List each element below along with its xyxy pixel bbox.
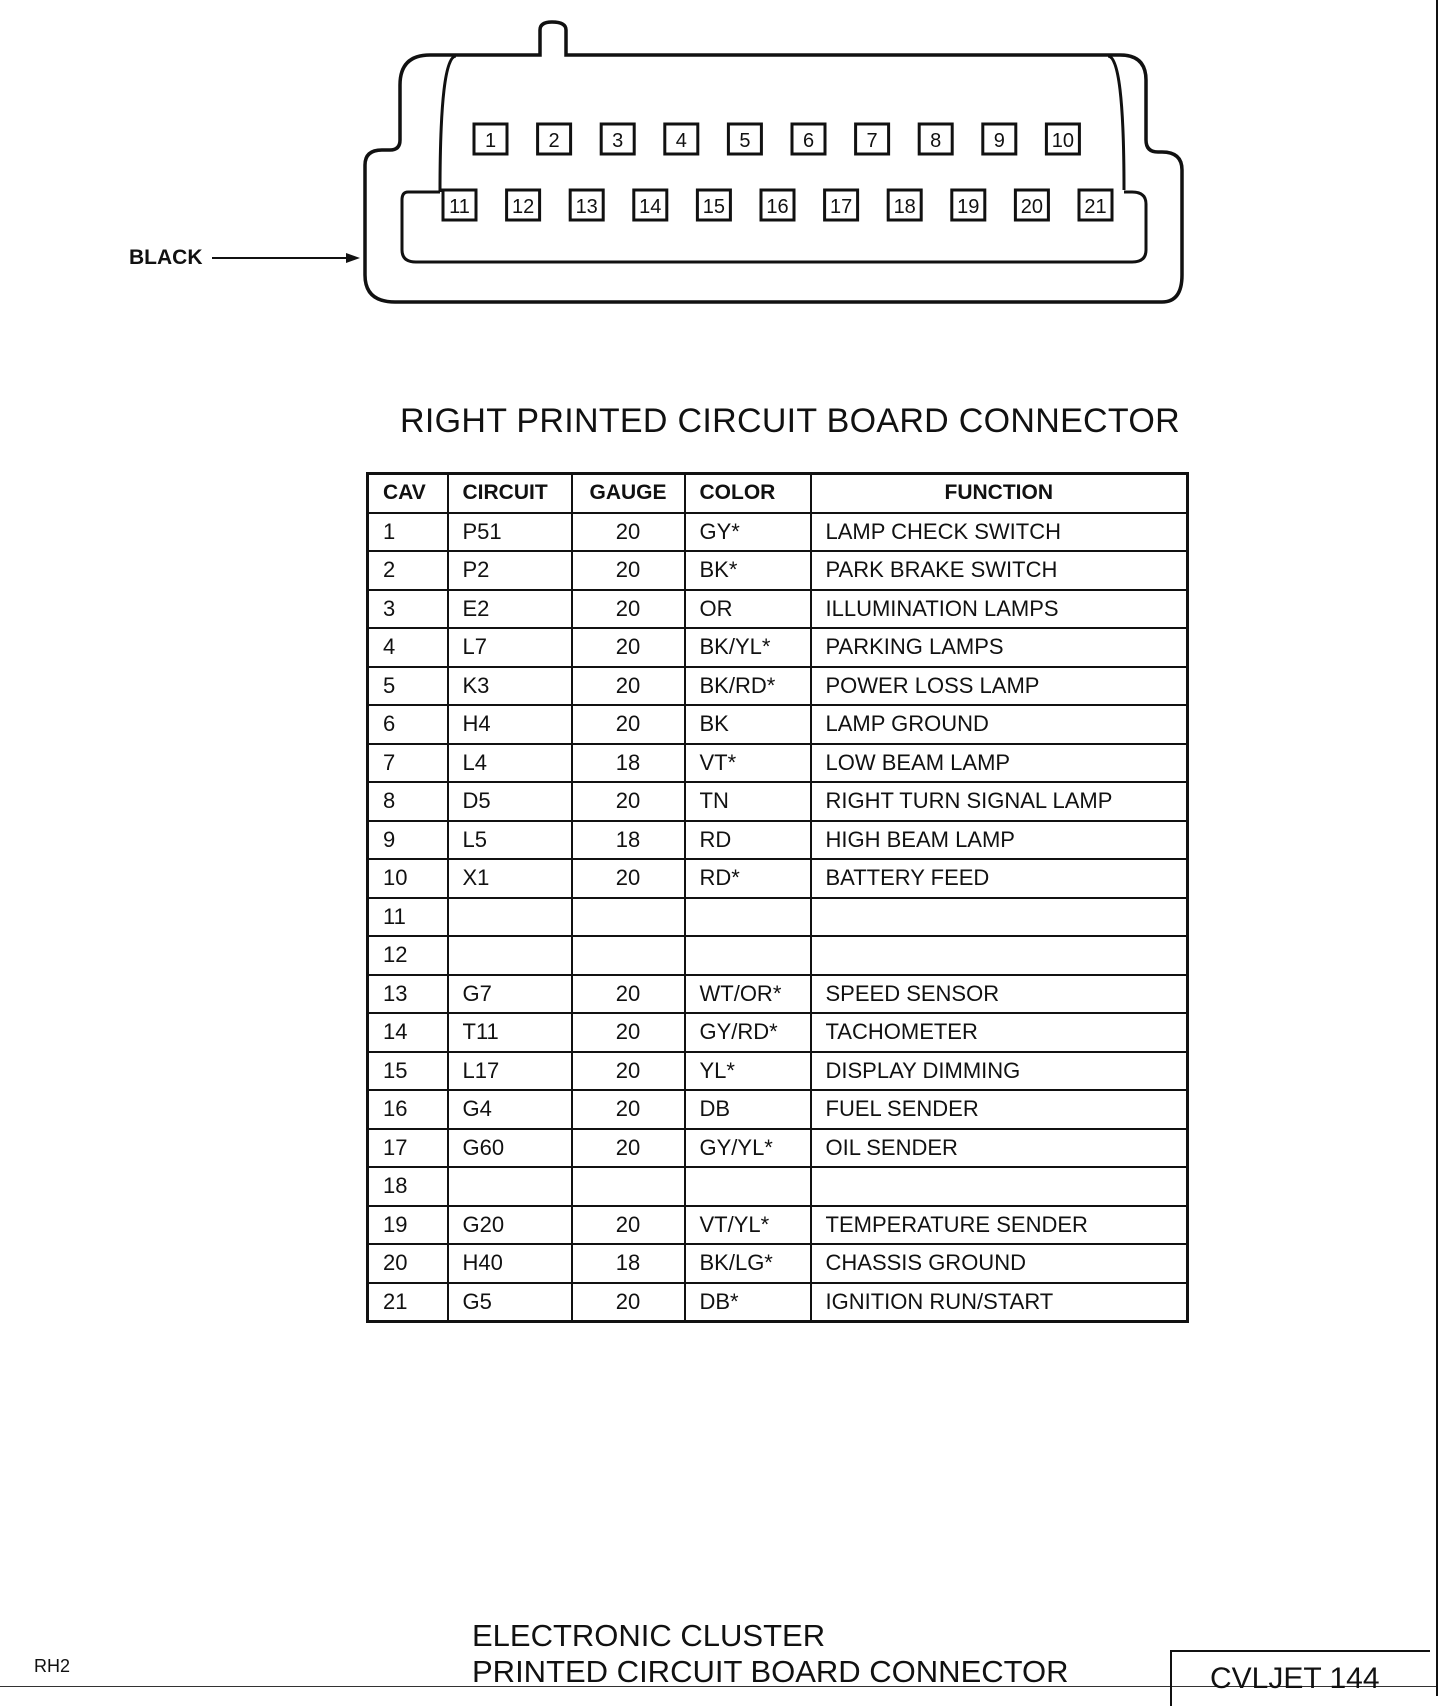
cell-function: POWER LOSS LAMP: [811, 667, 1188, 706]
table-row: [368, 628, 1188, 667]
pin-row-bottom: [443, 190, 1112, 220]
pin-number: 9: [993, 130, 1005, 152]
table-row: [368, 821, 1188, 860]
cell-circuit: [448, 898, 572, 937]
cell-cav: 1: [368, 513, 448, 552]
cell-color: RD*: [685, 859, 811, 898]
pin-number: 1: [484, 130, 497, 152]
connector-inner-contour: [402, 56, 1146, 262]
cell-gauge: 20: [572, 1090, 685, 1129]
pin-number: 10: [1051, 130, 1075, 152]
cell-color: BK/YL*: [685, 628, 811, 667]
cell-circuit: L5: [448, 821, 572, 860]
cell-circuit: E2: [448, 590, 572, 629]
diagram-title: RIGHT PRINTED CIRCUIT BOARD CONNECTOR: [400, 402, 1180, 440]
pin-number: 11: [449, 196, 470, 218]
cell-color: BK: [685, 705, 811, 744]
table-row: [368, 1129, 1188, 1168]
pin-number: 21: [1084, 196, 1107, 218]
cell-gauge: 18: [572, 744, 685, 783]
table-row: [368, 705, 1188, 744]
table-row: [368, 1206, 1188, 1245]
footer-title: [472, 1618, 1069, 1690]
cell-gauge: 20: [572, 1013, 685, 1052]
cell-function: BATTERY FEED: [811, 859, 1188, 898]
cell-circuit: G60: [448, 1129, 572, 1168]
pin-number: 3: [612, 130, 624, 152]
cell-gauge: 18: [572, 821, 685, 860]
pin-number: 19: [957, 196, 980, 218]
cell-gauge: 20: [572, 667, 685, 706]
connector-outer-housing: [365, 22, 1182, 302]
cell-gauge: 20: [572, 1052, 685, 1091]
pin-number: 20: [1020, 196, 1044, 218]
table-row: [368, 782, 1188, 821]
cell-gauge: 20: [572, 859, 685, 898]
cell-function: FUEL SENDER: [811, 1090, 1188, 1129]
pin-number: 8: [930, 130, 942, 152]
cell-circuit: [448, 1167, 572, 1206]
cell-function: TACHOMETER: [811, 1013, 1188, 1052]
cell-function: OIL SENDER: [811, 1129, 1188, 1168]
cell-color: BK*: [685, 551, 811, 590]
table-row: [368, 1052, 1188, 1091]
cell-function: LAMP CHECK SWITCH: [811, 513, 1188, 552]
cell-function: SPEED SENSOR: [811, 975, 1188, 1014]
cell-circuit: G7: [448, 975, 572, 1014]
cell-gauge: 20: [572, 551, 685, 590]
cell-circuit: [448, 936, 572, 975]
footer-title-line2: PRINTED CIRCUIT BOARD CONNECTOR: [472, 1654, 1069, 1689]
cell-cav: 14: [368, 1013, 448, 1052]
pin-row-top: [474, 124, 1079, 154]
cell-color: BK/RD*: [685, 667, 811, 706]
cell-circuit: X1: [448, 859, 572, 898]
table-row: [368, 936, 1188, 975]
cell-circuit: K3: [448, 667, 572, 706]
table-row: [368, 590, 1188, 629]
cell-color: GY/YL*: [685, 1129, 811, 1168]
cell-function: [811, 936, 1188, 975]
cell-color: GY*: [685, 513, 811, 552]
cell-circuit: P51: [448, 513, 572, 552]
footer-title-line1: ELECTRONIC CLUSTER: [472, 1618, 826, 1653]
pinout-table: [366, 472, 1189, 1323]
table-row: [368, 975, 1188, 1014]
cell-function: [811, 1167, 1188, 1206]
pin-number: 2: [548, 130, 560, 152]
cell-gauge: [572, 936, 685, 975]
cell-color: TN: [685, 782, 811, 821]
cell-function: IGNITION RUN/START: [811, 1283, 1188, 1322]
cell-function: PARK BRAKE SWITCH: [811, 551, 1188, 590]
table-header-row: [368, 474, 1188, 513]
cell-color: YL*: [685, 1052, 811, 1091]
pin-number: 12: [511, 196, 535, 218]
connector-color-label: BLACK: [129, 246, 203, 269]
table-row: [368, 1090, 1188, 1129]
cell-function: CHASSIS GROUND: [811, 1244, 1188, 1283]
cell-circuit: L17: [448, 1052, 572, 1091]
header-cav: CAV: [368, 474, 448, 513]
page-id: RH2: [34, 1656, 71, 1676]
cell-cav: 15: [368, 1052, 448, 1091]
cell-color: BK/LG*: [685, 1244, 811, 1283]
table-row: [368, 551, 1188, 590]
cell-gauge: 20: [572, 1283, 685, 1322]
cell-color: [685, 898, 811, 937]
cell-function: TEMPERATURE SENDER: [811, 1206, 1188, 1245]
cell-gauge: 20: [572, 782, 685, 821]
cell-color: DB*: [685, 1283, 811, 1322]
table-row: [368, 859, 1188, 898]
cell-cav: 9: [368, 821, 448, 860]
cell-function: LOW BEAM LAMP: [811, 744, 1188, 783]
pin-number: 7: [866, 130, 878, 152]
cell-color: WT/OR*: [685, 975, 811, 1014]
cell-cav: 7: [368, 744, 448, 783]
cell-color: VT/YL*: [685, 1206, 811, 1245]
connector-label-arrowhead: [346, 253, 360, 263]
cell-circuit: G4: [448, 1090, 572, 1129]
table-row: [368, 513, 1188, 552]
table-row: [368, 744, 1188, 783]
pin-number: 4: [675, 130, 687, 152]
pin-number: 17: [829, 196, 853, 218]
table-row: [368, 1167, 1188, 1206]
table-row: [368, 898, 1188, 937]
cell-function: LAMP GROUND: [811, 705, 1188, 744]
cell-cav: 4: [368, 628, 448, 667]
cell-gauge: [572, 898, 685, 937]
pin-number: 15: [702, 196, 726, 218]
pin-number: 14: [639, 196, 662, 218]
cell-gauge: 20: [572, 705, 685, 744]
cell-function: RIGHT TURN SIGNAL LAMP: [811, 782, 1188, 821]
cell-circuit: G5: [448, 1283, 572, 1322]
cell-cav: 17: [368, 1129, 448, 1168]
cell-color: OR: [685, 590, 811, 629]
cell-function: DISPLAY DIMMING: [811, 1052, 1188, 1091]
cell-function: PARKING LAMPS: [811, 628, 1188, 667]
cell-cav: 21: [368, 1283, 448, 1322]
cell-circuit: T11: [448, 1013, 572, 1052]
cell-cav: 8: [368, 782, 448, 821]
cell-circuit: H40: [448, 1244, 572, 1283]
table-row: [368, 1244, 1188, 1283]
cell-circuit: D5: [448, 782, 572, 821]
cell-cav: 20: [368, 1244, 448, 1283]
header-circuit: CIRCUIT: [448, 474, 572, 513]
document-code-box: CVLJET 144: [1170, 1650, 1430, 1706]
cell-gauge: 20: [572, 513, 685, 552]
table-row: [368, 1283, 1188, 1322]
cell-cav: 19: [368, 1206, 448, 1245]
cell-color: VT*: [685, 744, 811, 783]
cell-gauge: 20: [572, 1129, 685, 1168]
header-gauge: GAUGE: [572, 474, 685, 513]
cell-cav: 12: [368, 936, 448, 975]
header-function: FUNCTION: [811, 474, 1188, 513]
pin-number: 6: [802, 130, 815, 152]
pin-number: 13: [575, 196, 598, 218]
cell-gauge: 18: [572, 1244, 685, 1283]
pin-number: 18: [893, 196, 916, 218]
table-row: [368, 1013, 1188, 1052]
cell-color: GY/RD*: [685, 1013, 811, 1052]
cell-cav: 3: [368, 590, 448, 629]
cell-circuit: L7: [448, 628, 572, 667]
cell-cav: 13: [368, 975, 448, 1014]
cell-cav: 18: [368, 1167, 448, 1206]
cell-circuit: L4: [448, 744, 572, 783]
pin-number: 5: [739, 130, 751, 152]
cell-cav: 2: [368, 551, 448, 590]
cell-cav: 10: [368, 859, 448, 898]
connector-diagram: [0, 0, 1456, 330]
cell-gauge: 20: [572, 628, 685, 667]
cell-gauge: 20: [572, 1206, 685, 1245]
pin-number: 16: [766, 196, 789, 218]
cell-cav: 5: [368, 667, 448, 706]
header-color: COLOR: [685, 474, 811, 513]
cell-function: HIGH BEAM LAMP: [811, 821, 1188, 860]
cell-function: [811, 898, 1188, 937]
cell-function: ILLUMINATION LAMPS: [811, 590, 1188, 629]
cell-color: [685, 936, 811, 975]
cell-color: DB: [685, 1090, 811, 1129]
cell-cav: 6: [368, 705, 448, 744]
cell-gauge: [572, 1167, 685, 1206]
cell-color: [685, 1167, 811, 1206]
cell-gauge: 20: [572, 590, 685, 629]
cell-color: RD: [685, 821, 811, 860]
pinout-table-body: [368, 513, 1188, 1322]
cell-cav: 11: [368, 898, 448, 937]
cell-circuit: P2: [448, 551, 572, 590]
cell-cav: 16: [368, 1090, 448, 1129]
cell-circuit: G20: [448, 1206, 572, 1245]
cell-gauge: 20: [572, 975, 685, 1014]
table-row: [368, 667, 1188, 706]
cell-circuit: H4: [448, 705, 572, 744]
